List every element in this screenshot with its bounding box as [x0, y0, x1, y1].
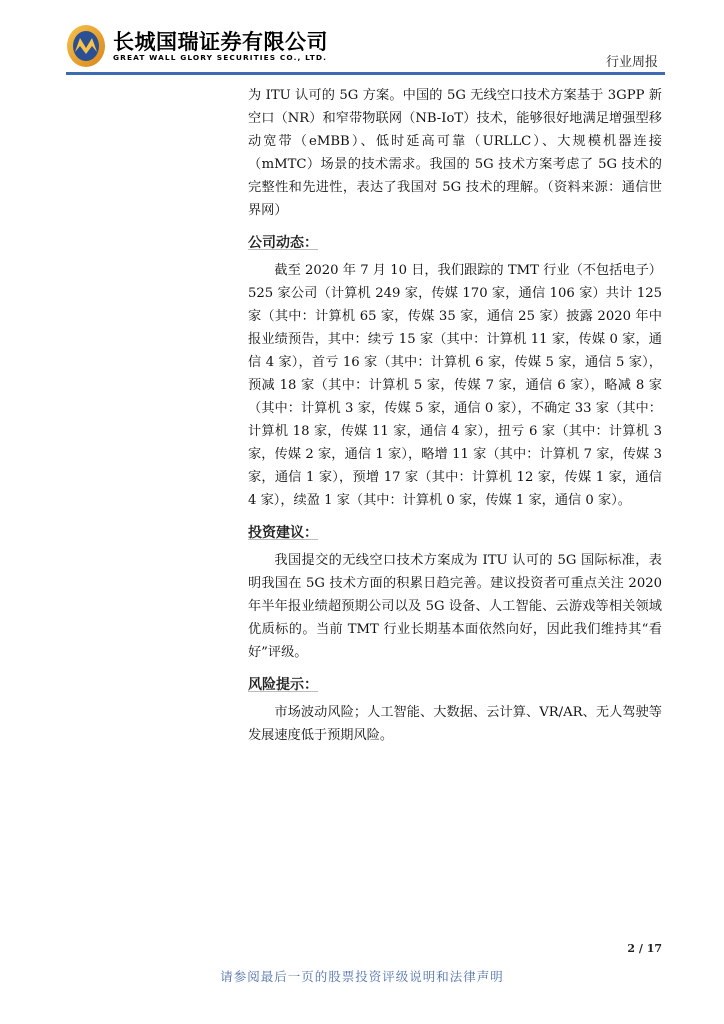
brand-name-cn: 长城国瑞证券有限公司	[113, 30, 328, 54]
section-text-company-news: 截至 2020 年 7 月 10 日，我们跟踪的 TMT 行业（不包括电子）525 家公司（计算机 249 家，传媒 170 家，通信 106 家）共计 125 家（其中：计算机 65 家，传媒 35 家，通信 25 家）披露 2020 年中报业绩预告，其中：续亏 15 家（其中：计算机 11 家，传媒 0 家，通信 4 家），首亏 16 家（其中：计算机 6 家，传媒 5 家，通信 5 家），预减 18 家（其中：计算机 5 家，传媒 7 家，通信 6 家），略减 8 家（其中：计算机 3 家，传媒 5 家，通信 0 家），不确定 33 家（其中：计算机 18 家，传媒 11 家，通信 4 家），扭亏 6 家（其中：计算机 3 家，传媒 2 家，通信 1 家），略增 11 家（其中：计算机 7 家，传媒 3 家，通信 1 家），预增 17 家（其中：计算机 12 家，传媒 1 家，通信 4 家），续盈 1 家（其中：计算机 0 家，传媒 1 家，通信 0 家）。	[248, 263, 662, 508]
section-title-company-news: 公司动态：	[248, 235, 318, 251]
report-body	[248, 84, 662, 747]
section-title-risk-warning: 风险提示：	[248, 677, 318, 693]
section-text-investment-advice: 我国提交的无线空口技术方案成为 ITU 认可的 5G 国际标准，表明我国在 5G 技术方面的积累日趋完善。建议投资者可重点关注 2020 年半年报业绩超预期公司以及 5G 设备、人工智能、云游戏等相关领域优质标的。当前 TMT 行业长期基本面依然向好，因此我们维持其“看好”评级。	[248, 553, 662, 660]
great-wall-glory-logo-icon	[66, 24, 106, 68]
section-title-investment-advice: 投资建议：	[248, 525, 318, 541]
brand-name-en: GREAT WALL GLORY SECURITIES CO., LTD.	[113, 53, 327, 62]
intro-paragraph: 为 ITU 认可的 5G 方案。中国的 5G 无线空口技术方案基于 3GPP 新空口（NR）和窄带物联网（NB-IoT）技术，能够很好地满足增强型移动宽带（eMBB）、低时延高可靠（URLLC）、大规模机器连接（mMTC）场景的技术需求。我国的 5G 技术方案考虑了 5G 技术的完整性和先进性，表达了我国对 5G 技术的理解。（资料来源：通信世界网）	[248, 88, 662, 218]
section-text-risk-warning: 市场波动风险；人工智能、大数据、云计算、VR/AR、无人驾驶等发展速度低于预期风险。	[248, 705, 662, 743]
header-divider	[66, 72, 665, 75]
doc-type-label: 行业周报	[605, 55, 658, 70]
page-number: 2 / 17	[627, 942, 662, 955]
footer-disclaimer: 请参阅最后一页的股票投资评级说明和法律声明	[220, 969, 504, 984]
